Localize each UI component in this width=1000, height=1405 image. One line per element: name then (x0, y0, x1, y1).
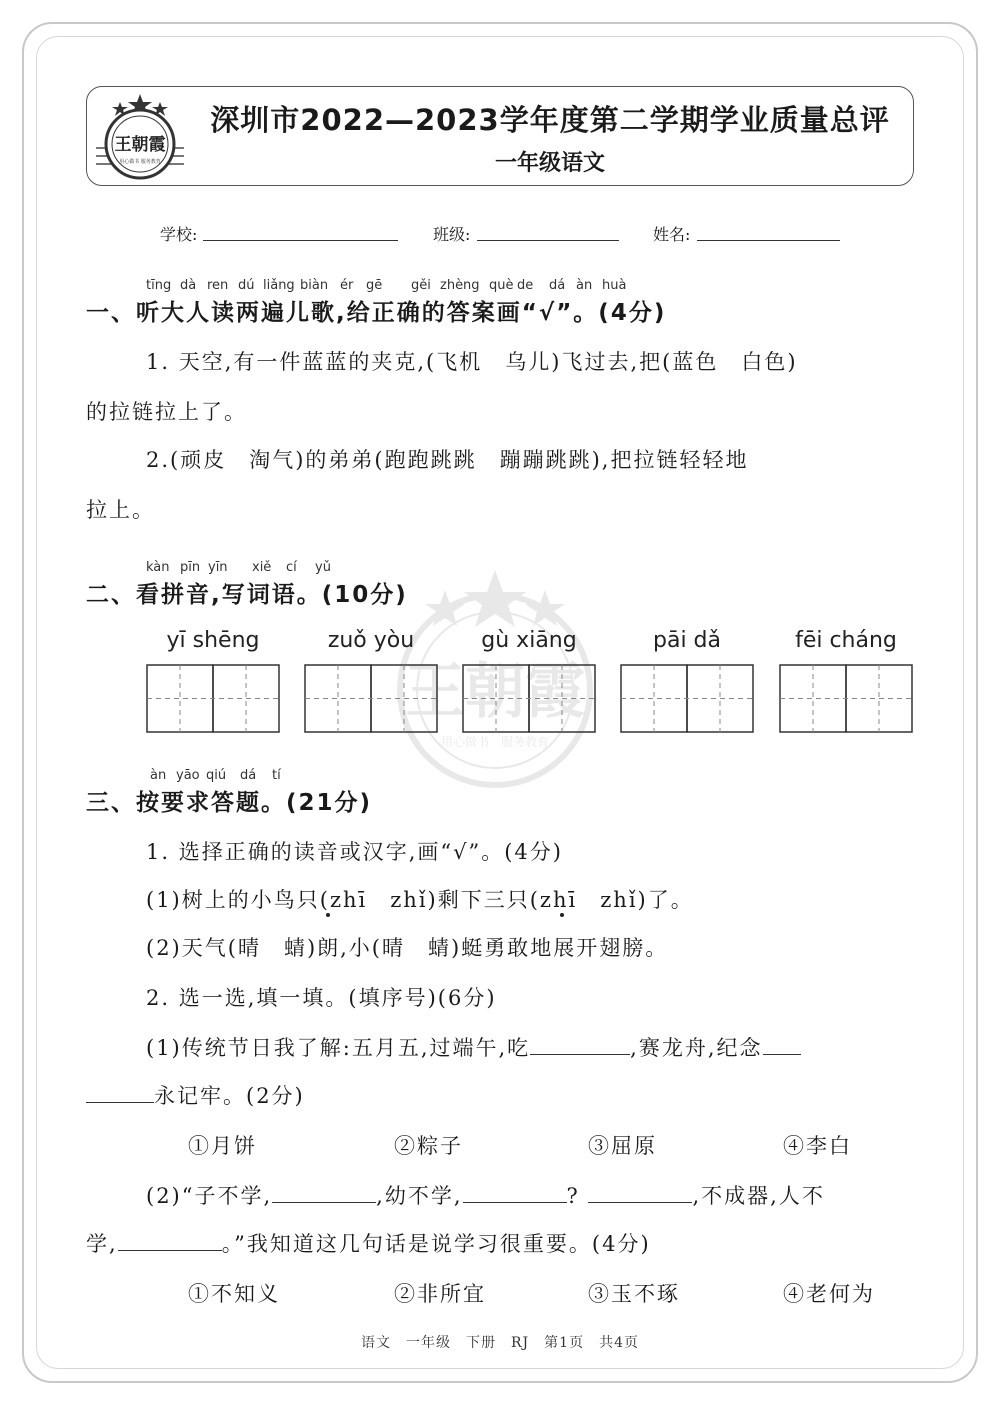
name-label: 姓名: (653, 225, 691, 244)
pinyin: yīn (208, 560, 228, 575)
pinyin: àn (150, 768, 167, 783)
section-2-heading: 二、看拼音,写词语。(10分) (86, 582, 408, 608)
pinyin: liǎng (263, 278, 295, 293)
school-field[interactable] (203, 240, 398, 241)
s3-q2b-line1 (146, 1180, 825, 1210)
pinyin: dá (240, 768, 257, 783)
q2a-option: ①月饼 (188, 1134, 257, 1158)
s1-q1-line2: 的拉链拉上了。 (86, 400, 247, 424)
q2a-text: ,赛龙舟,纪念 (630, 1036, 763, 1060)
pinyin: àn (576, 278, 593, 293)
answer-blank[interactable] (763, 1036, 801, 1055)
word-pinyin: fēi cháng (795, 628, 897, 653)
pinyin: dú (238, 278, 255, 293)
section-1-heading: 一、听大人读两遍儿歌,给正确的答案画“√”。(4分) (86, 300, 667, 326)
q2b-option: ④老何为 (783, 1282, 875, 1306)
s1-q2-line2: 拉上。 (86, 498, 155, 522)
q2b-text: ? (566, 1184, 580, 1208)
pinyin: tīng (146, 278, 172, 293)
emphasis-dot (560, 913, 564, 917)
q2b-option: ①不知义 (188, 1282, 280, 1306)
emphasis-dot (326, 913, 330, 917)
q2b-option: ②非所宜 (394, 1282, 486, 1306)
q2b-text: (2)“子不学, (146, 1184, 273, 1208)
school-label: 学校: (160, 225, 198, 244)
svg-text:王朝霞: 王朝霞 (114, 135, 166, 155)
q2b-text: 。”我知道这几句话是说学习很重要。(4分) (221, 1232, 651, 1256)
q2a-text: (1)传统节日我了解:五月五,过端午,吃 (146, 1036, 531, 1060)
s3-q1-title: 1. 选择正确的读音或汉字,画“√”。(4分) (146, 840, 563, 864)
s3-q2b-line2 (86, 1228, 651, 1258)
pinyin: dà (180, 278, 197, 293)
pinyin: gěi (411, 278, 431, 293)
answer-blank[interactable] (118, 1232, 222, 1251)
s3-q1a: (1)树上的小鸟只(zhī zhǐ)剩下三只(zhī zhǐ)了。 (146, 888, 694, 912)
name-field[interactable] (697, 240, 840, 241)
pinyin: yǔ (315, 560, 331, 575)
word-pinyin: yī shēng (166, 628, 260, 653)
pinyin: xiě (252, 560, 272, 575)
s3-q2a-line1 (146, 1032, 801, 1062)
pinyin: kàn (146, 560, 170, 575)
svg-text:用心做书 服务教育: 用心做书 服务教育 (440, 735, 550, 749)
pinyin: zhèng (440, 278, 480, 293)
s3-q1b: (2)天气(晴 蜻)朗,小(晴 蜻)蜓勇敢地展开翅膀。 (146, 936, 669, 960)
svg-text:王朝霞: 王朝霞 (405, 657, 585, 727)
word-pinyin: gù xiāng (481, 628, 577, 653)
page-subtitle: 一年级语文 (494, 151, 605, 176)
answer-blank[interactable] (86, 1084, 154, 1103)
page-title: 深圳市2022—2023学年度第二学期学业质量总评 (210, 103, 890, 137)
q2a-option: ②粽子 (394, 1134, 463, 1158)
pinyin: ren (207, 278, 229, 293)
pinyin: ér (340, 278, 354, 293)
s3-q2a-line2 (86, 1080, 305, 1110)
s1-q1-line1: 1. 天空,有一件蓝蓝的夹克,(飞机 乌儿)飞过去,把(蓝色 白色) (146, 350, 798, 374)
pinyin: què (489, 278, 514, 293)
class-field[interactable] (477, 240, 619, 241)
writing-grids (146, 664, 916, 734)
pinyin: qiú (206, 768, 227, 783)
s3-q2-title: 2. 选一选,填一填。(填序号)(6分) (146, 986, 497, 1010)
svg-text:用心做书 服务教育: 用心做书 服务教育 (119, 159, 161, 165)
pinyin: huà (602, 278, 627, 293)
s1-q2-line1: 2.(顽皮 淘气)的弟弟(跑跑跳跳 蹦蹦跳跳),把拉链轻轻地 (146, 448, 749, 472)
class-label: 班级: (433, 225, 471, 244)
pinyin: dá (549, 278, 566, 293)
q2a-option: ④李白 (783, 1134, 852, 1158)
section-3-heading: 三、按要求答题。(21分) (86, 790, 373, 816)
pinyin: pīn (180, 560, 201, 575)
pinyin: gē (366, 278, 383, 293)
word-pinyin: zuǒ yòu (327, 628, 415, 653)
q2b-text: ,不成器,人不 (692, 1184, 825, 1208)
pinyin: de (517, 278, 534, 293)
word-pinyin: pāi dǎ (653, 628, 721, 653)
answer-blank[interactable] (272, 1184, 376, 1203)
q2a-option: ③屈原 (588, 1134, 657, 1158)
pinyin: cí (286, 560, 297, 575)
q2b-text: ,幼不学, (376, 1184, 463, 1208)
page-footer: 语文 一年级 下册 RJ 第1页 共4页 (361, 1335, 639, 1351)
publisher-logo-icon (92, 92, 188, 184)
answer-blank[interactable] (463, 1184, 567, 1203)
answer-blank[interactable] (588, 1184, 692, 1203)
q2b-option: ③玉不琢 (588, 1282, 680, 1306)
pinyin: tí (272, 768, 281, 783)
answer-blank[interactable] (530, 1036, 630, 1055)
pinyin: biàn (300, 278, 329, 293)
q2b-text: 学, (86, 1232, 118, 1256)
q2a-text: 永记牢。(2分) (154, 1084, 305, 1108)
pinyin: yāo (176, 768, 200, 783)
